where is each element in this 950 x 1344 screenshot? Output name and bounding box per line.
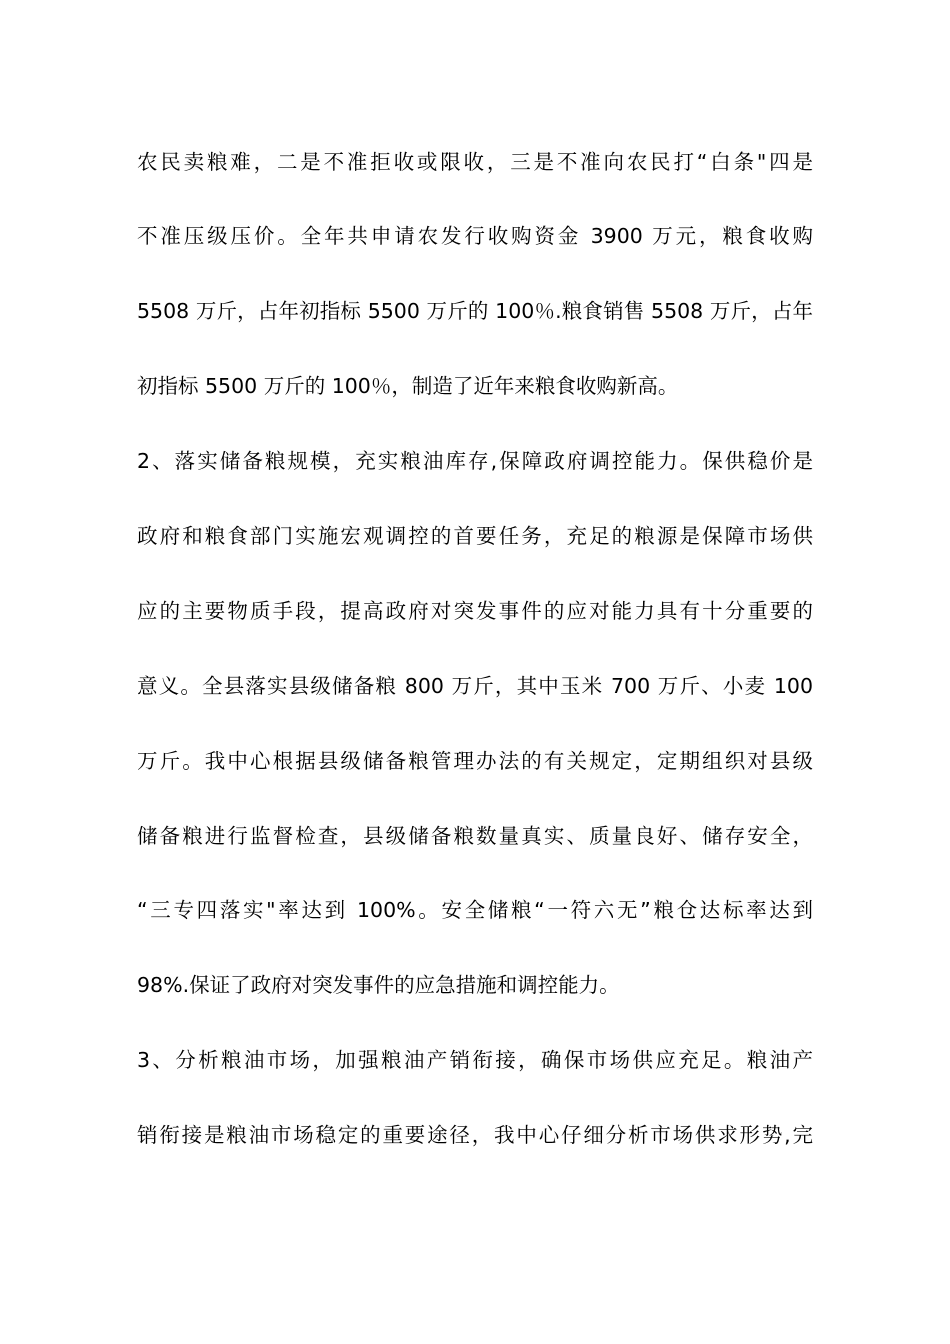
paragraph-line: 销衔接是粮油市场稳定的重要途径，我中心仔细分析市场供求形势,完 <box>137 1123 813 1147</box>
paragraph-line: 不准压级压价。全年共申请农发行收购资金 3900 万元，粮食收购 <box>137 224 813 248</box>
paragraph-line: 5508 万斤，占年初指标 5500 万斤的 100％.粮食销售 5508 万斤，占年 <box>137 299 813 323</box>
paragraph-line: 初指标 5500 万斤的 100％，制造了近年来粮食收购新高。 <box>137 374 679 398</box>
paragraph-line: 2、落实储备粮规模，充实粮油库存,保障政府调控能力。保供稳价是 <box>137 449 813 473</box>
paragraph-line: 98%.保证了政府对突发事件的应急措施和调控能力。 <box>137 973 620 997</box>
paragraph-line: 应的主要物质手段，提高政府对突发事件的应对能力具有十分重要的 <box>137 599 813 623</box>
paragraph-line: 储备粮进行监督检查，县级储备粮数量真实、质量良好、储存安全， <box>137 824 813 848</box>
paragraph-line: 农民卖粮难，二是不准拒收或限收，三是不准向农民打“白条"四是 <box>137 150 813 174</box>
paragraph-line: 意义。全县落实县级储备粮 800 万斤，其中玉米 700 万斤、小麦 100 <box>137 674 813 698</box>
paragraph-line: 3、分析粮油市场，加强粮油产销衔接，确保市场供应充足。粮油产 <box>137 1048 813 1072</box>
paragraph-line: “三专四落实"率达到 100%。安全储粮“一符六无”粮仓达标率达到 <box>137 898 813 922</box>
paragraph-line: 政府和粮食部门实施宏观调控的首要任务，充足的粮源是保障市场供 <box>137 524 813 548</box>
paragraph-line: 万斤。我中心根据县级储备粮管理办法的有关规定，定期组织对县级 <box>137 749 813 773</box>
